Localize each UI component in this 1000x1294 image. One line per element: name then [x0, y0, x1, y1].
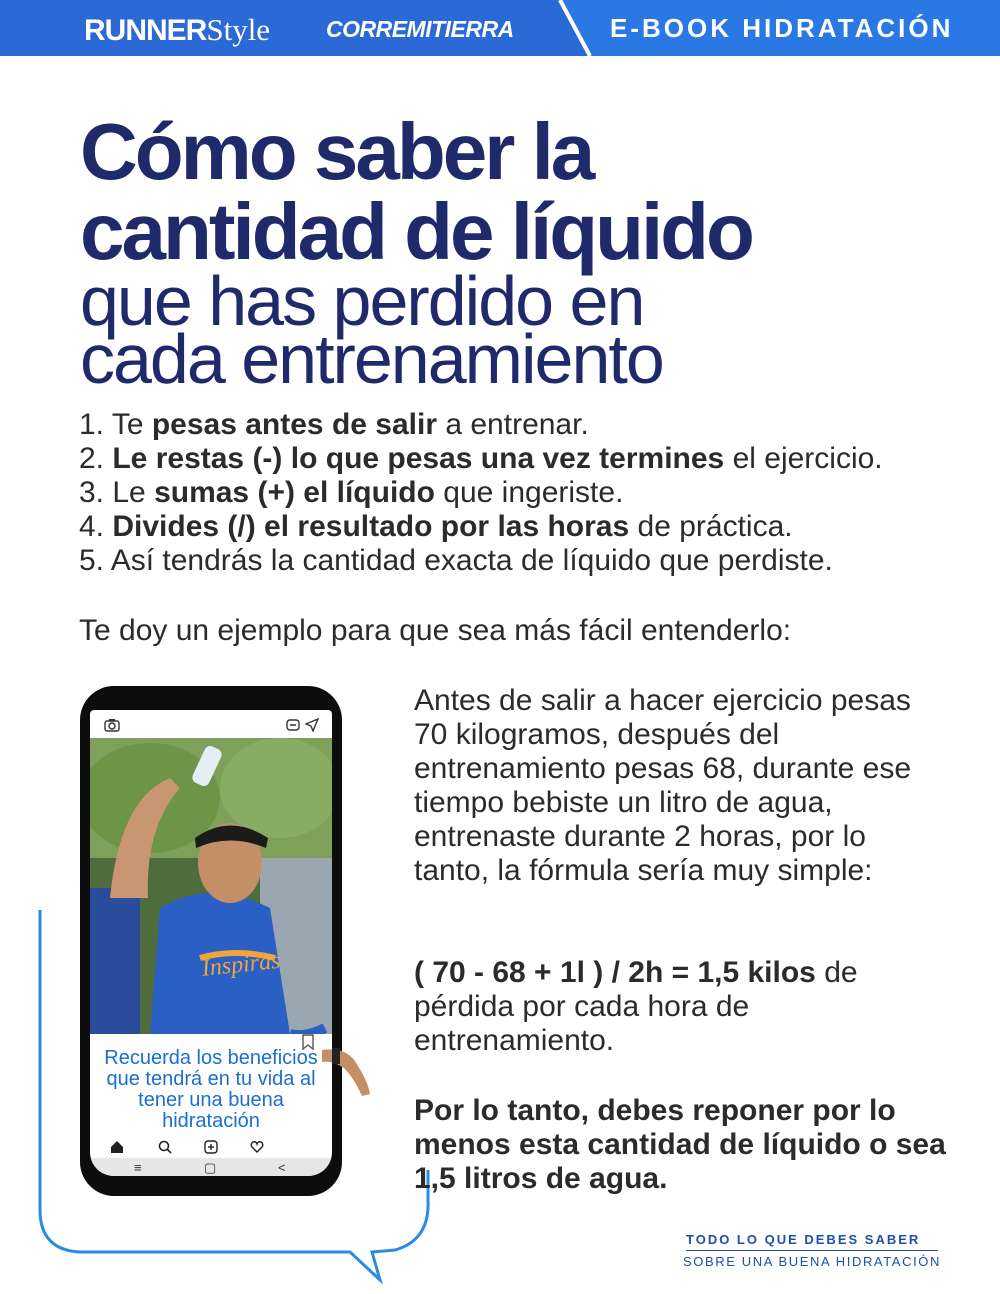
step-item: 3. Le sumas (+) el líquido que ingeriste.: [79, 476, 624, 509]
heart-icon[interactable]: [250, 1140, 264, 1154]
section-label: E-BOOK HIDRATACIÓN: [610, 13, 954, 43]
runner-arm-overflow: [318, 1046, 378, 1100]
home-icon[interactable]: [110, 1140, 124, 1154]
nav-home-button[interactable]: ▢: [204, 1160, 217, 1175]
step-item: 4. Divides (/) el resultado por las horas de práctica.: [79, 510, 793, 543]
nav-menu-button[interactable]: ≡: [134, 1160, 142, 1175]
top-banner: [0, 0, 1000, 56]
send-icon[interactable]: [305, 718, 319, 732]
conclusion-paragraph: Por lo tanto, debes reponer por lo menos esta cantidad de líquido o sea 1,5 litros de agua.: [414, 1094, 946, 1195]
runner-photo: [90, 738, 332, 1034]
add-icon[interactable]: [204, 1140, 218, 1154]
tv-icon[interactable]: [286, 719, 300, 731]
step-item: 5. Así tendrás la cantidad exacta de líquido que perdiste.: [79, 544, 833, 577]
system-nav-bar: [90, 1158, 332, 1176]
title-line-4: cada entrenamiento: [80, 320, 663, 398]
example-paragraph: Antes de salir a hacer ejercicio pesas 70 kilogramos, después del entrenamiento pesas 68, durante ese tiempo bebiste un litro de agua, entrenaste durante 2 horas, por lo tanto, la fórmula sería muy simple:: [414, 684, 912, 887]
footer-divider: [686, 1250, 938, 1251]
phone-mockup: [80, 686, 342, 1196]
photo-caption: Recuerda los beneficios que tendrá en tu vida al tener una buena hidratación: [104, 1047, 318, 1132]
step-item: 1. Te pesas antes de salir a entrenar.: [79, 408, 589, 441]
intro-text: Te doy un ejemplo para que sea más fácil entenderlo:: [79, 614, 792, 647]
search-icon[interactable]: [158, 1140, 172, 1154]
nav-back-button[interactable]: <: [278, 1160, 286, 1175]
phone-notch: [160, 686, 264, 708]
partner-logo: CORREMITIERRA: [326, 16, 514, 42]
shirt-logo-text: Inspiras: [200, 947, 282, 982]
steps-list: [79, 408, 883, 578]
formula-expression: ( 70 - 68 + 1l ) / 2h = 1,5 kilos: [414, 956, 816, 989]
title-line-3: que has perdido en: [80, 262, 644, 340]
brand-logo: RUNNERStyle: [84, 12, 271, 47]
camera-icon[interactable]: [104, 718, 120, 732]
footer-line-1: TODO LO QUE DEBES SABER: [686, 1232, 921, 1247]
title-line-1: Cómo saber la: [80, 107, 593, 196]
phone-screen: [90, 710, 332, 1176]
footer-line-2: SOBRE UNA BUENA HIDRATACIÓN: [683, 1254, 941, 1269]
formula-paragraph: ( 70 - 68 + 1l ) / 2h = 1,5 kilos de pérdida por cada hora de entrenamiento.: [414, 956, 858, 1057]
title-line-2: cantidad de líquido: [80, 187, 752, 276]
step-item: 2. Le restas (-) lo que pesas una vez termines el ejercicio.: [79, 442, 883, 475]
page-title: [80, 107, 960, 398]
